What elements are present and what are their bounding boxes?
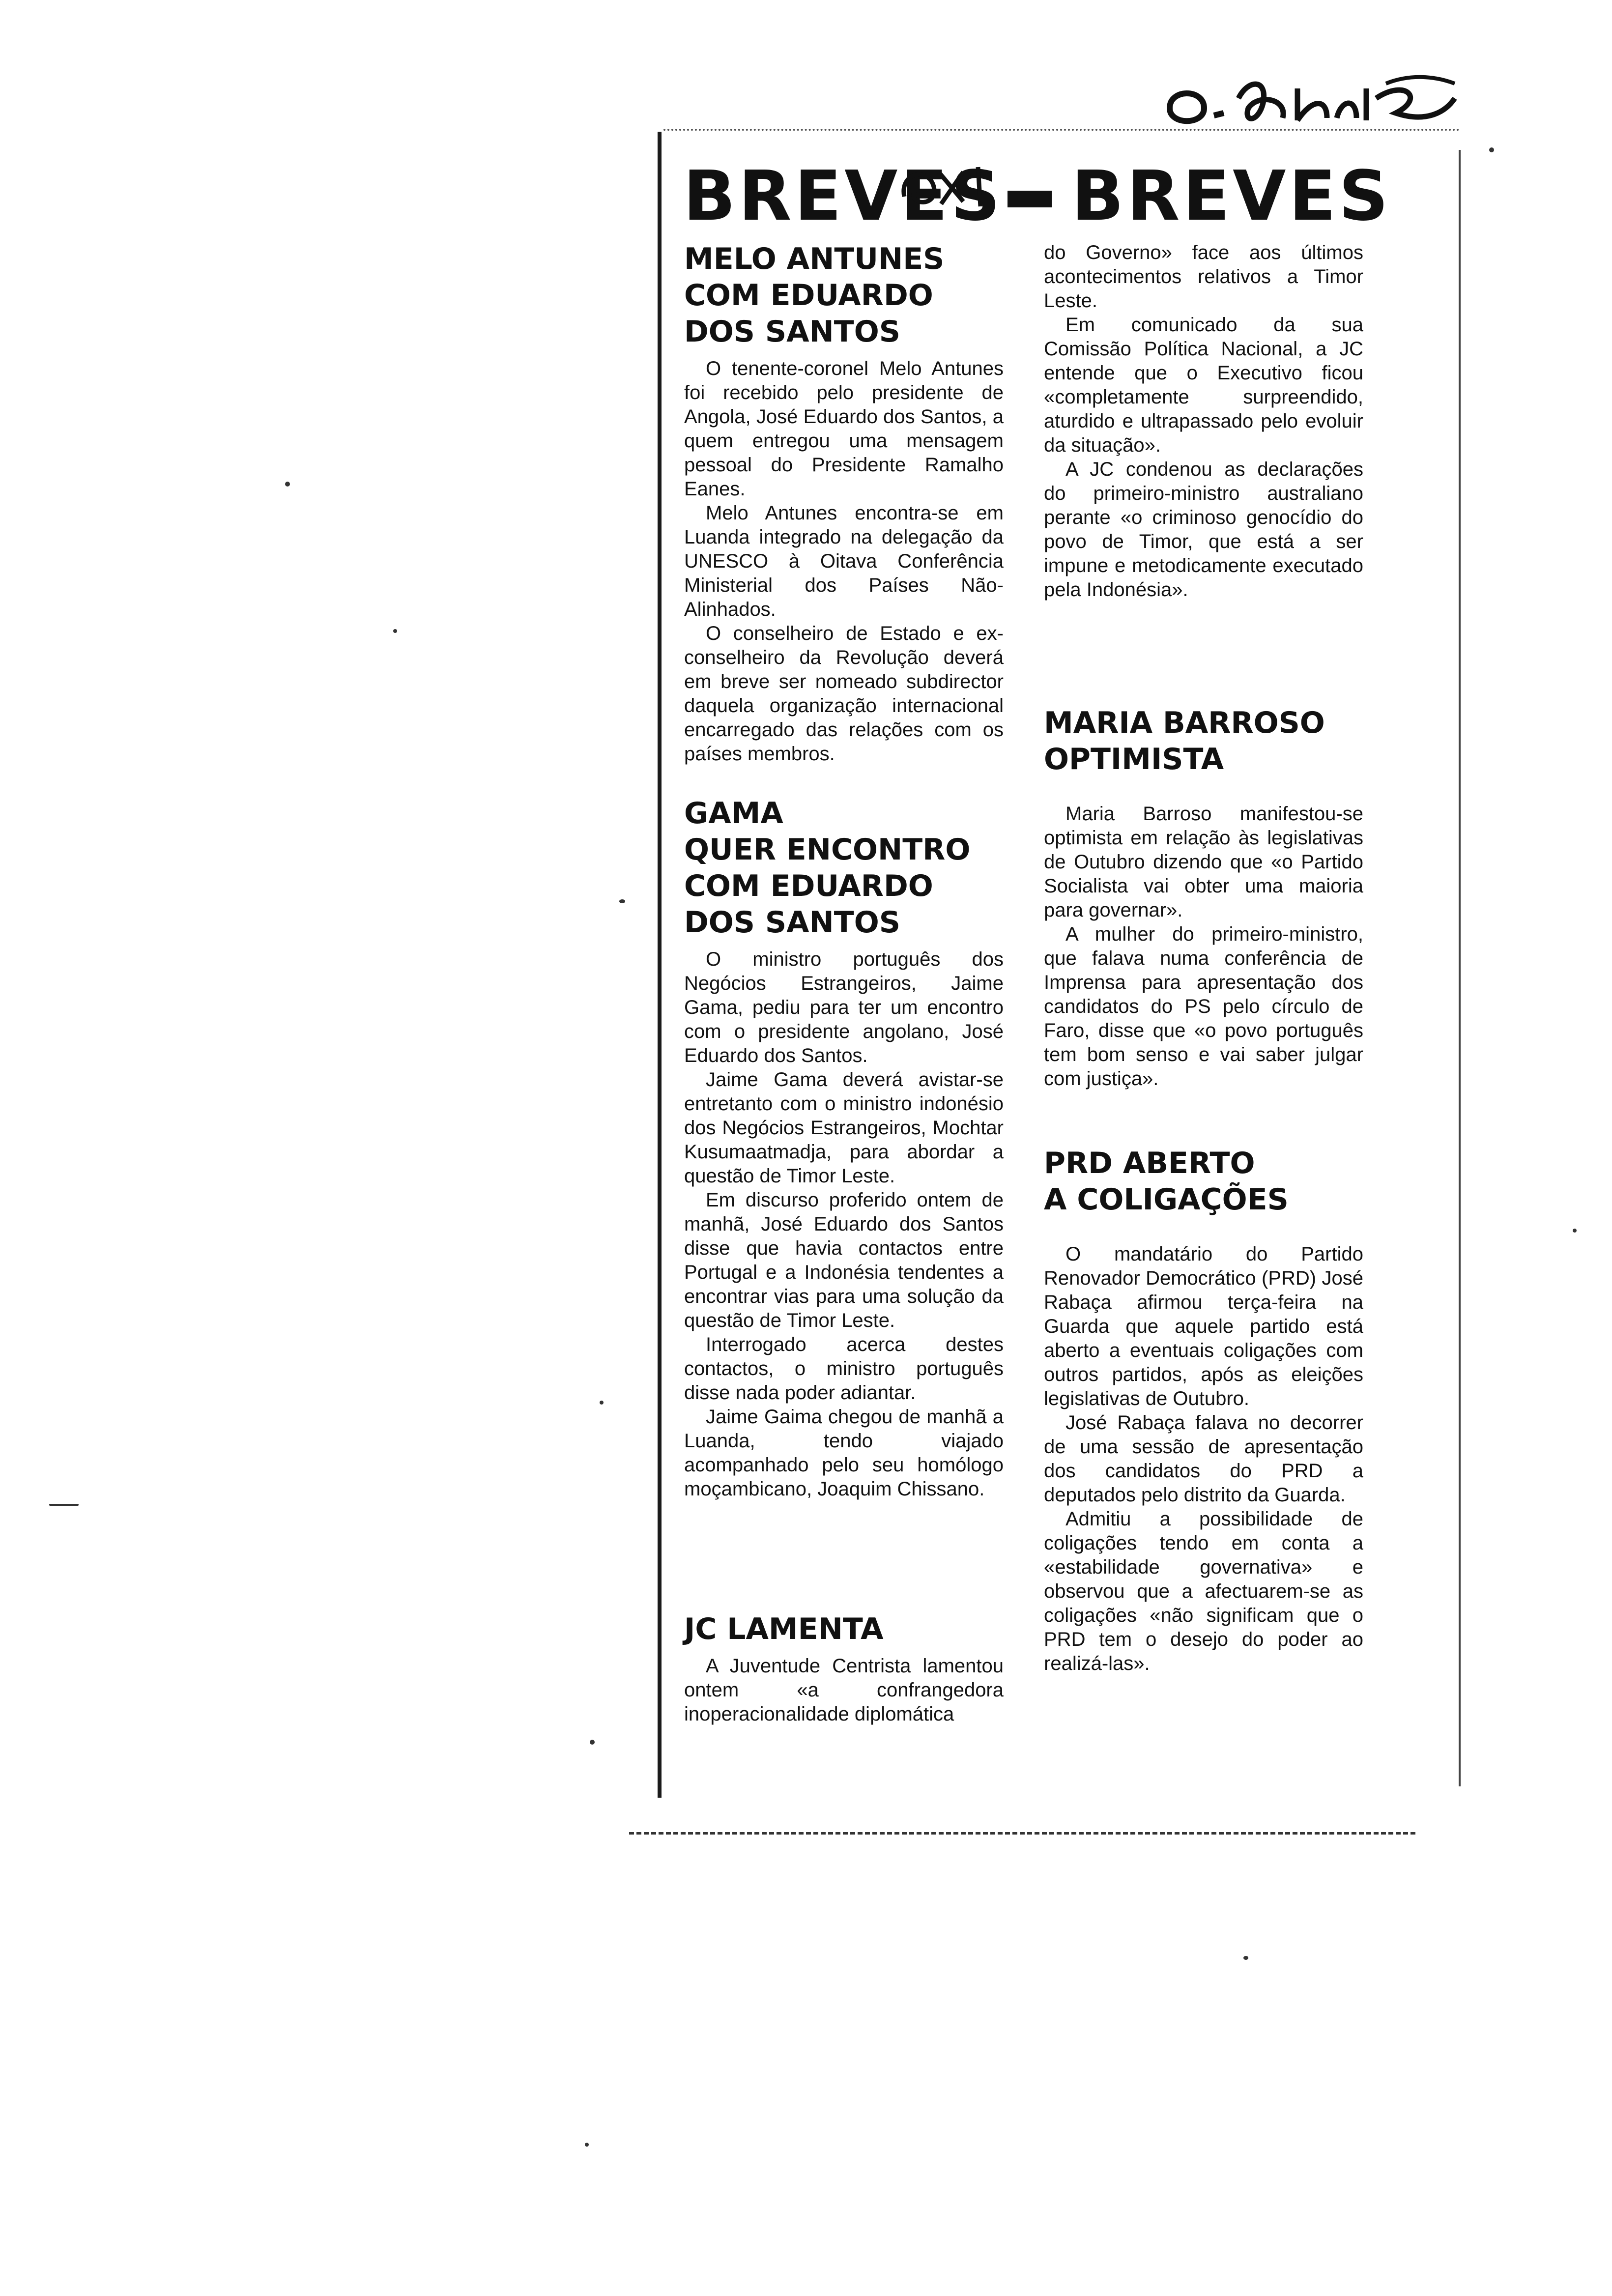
article-paragraph: O conselheiro de Estado e ex-conselheiro da Revolução deverá em breve ser nomeado subdirector daquela organização internacional encarregado das relações com os países membros. xyxy=(684,623,1004,765)
article-paragraph: O ministro português dos Negócios Estrangeiros, Jaime Gama, pediu para ter um encontro com o presidente angolano, José Eduardo dos Santos. xyxy=(684,948,1004,1066)
article-paragraph: Maria Barroso manifestou-se optimista em relação às legislativas de Outubro dizendo que «o Partido Socialista vai obter uma maioria para governar». xyxy=(1044,803,1363,921)
article-prd xyxy=(1044,1145,1363,1676)
handwritten-scribble-icon xyxy=(894,152,1003,216)
article-gama xyxy=(684,795,1004,1501)
scan-speck xyxy=(1243,1956,1248,1960)
article-paragraph: Em discurso proferido ontem de manhã, José Eduardo dos Santos disse que havia contactos entre Portugal e a Indonésia tendentes a encontrar vias para uma solução da questão de Timor Leste. xyxy=(684,1189,1004,1331)
article-paragraph: A Juventude Centrista lamentou ontem «a confrangedora inoperacionalidade diplomática xyxy=(684,1655,1004,1725)
article-melo-antunes xyxy=(684,241,1004,766)
article-paragraph: Jaime Gama deverá avistar-se entretanto com o ministro indonésio dos Negócios Estrangeiros, Mochtar Kusumaatmadja, para abordar a questão de Timor Leste. xyxy=(684,1069,1004,1187)
banner-right-word: BREVES xyxy=(1071,156,1391,236)
article-paragraph: José Rabaça falava no decorrer de uma sessão de apresentação dos candidatos do PRD a deputados pelo distrito da Guarda. xyxy=(1044,1412,1363,1506)
article-paragraph: Admitiu a possibilidade de coligações tendo em conta a «estabilidade governativa» e observou que a afectuarem-se as coligações «não significam que o PRD tem o desejo do poder ao realizá-las». xyxy=(1044,1508,1363,1674)
scan-speck xyxy=(49,1504,79,1506)
clipping-bottom-edge xyxy=(629,1832,1415,1837)
article-headline: GAMA QUER ENCONTRO COM EDUARDO DOS SANTOS xyxy=(684,796,971,940)
article-paragraph: O mandatário do Partido Renovador Democrático (PRD) José Rabaça afirmou terça-feira na Guarda que aquele partido está aberto a eventuais coligações com outros partidos, após as eleições legislativas de Outubro. xyxy=(1044,1243,1363,1409)
scan-speck xyxy=(1489,147,1494,152)
scan-speck xyxy=(1573,1229,1577,1233)
article-paragraph: A mulher do primeiro-ministro, que falava numa conferência de Imprensa para apresentação dos candidatos do PS pelo círculo de Faro, disse que «o povo português tem bom senso e vai saber julgar com justiça». xyxy=(1044,923,1363,1090)
article-paragraph: O tenente-coronel Melo Antunes foi recebido pelo presidente de Angola, José Eduardo dos Santos, a quem entregou uma mensagem pessoal do Presidente Ramalho Eanes. xyxy=(684,358,1004,500)
banner-dash xyxy=(1008,191,1052,207)
section-banner xyxy=(683,156,1391,236)
scan-speck xyxy=(619,899,625,903)
scan-speck xyxy=(585,2143,589,2147)
scan-speck xyxy=(590,1740,595,1745)
scan-speck xyxy=(285,482,290,487)
article-paragraph: do Governo» face aos últimos acontecimentos relativos a Timor Leste. xyxy=(1044,242,1363,312)
article-jc-lamenta-continued xyxy=(1044,241,1363,602)
clipping-left-rule xyxy=(658,132,662,1798)
handwritten-note xyxy=(1150,69,1465,138)
article-headline: JC LAMENTA xyxy=(684,1612,884,1646)
scan-speck xyxy=(600,1401,604,1405)
article-paragraph: Melo Antunes encontra-se em Luanda integrado na delegação da UNESCO à Oitava Conferência Ministerial dos Países Não-Alinhados. xyxy=(684,502,1004,620)
article-paragraph: Jaime Gaima chegou de manhã a Luanda, tendo viajado acompanhado pelo seu homólogo moçambicano, Joaquim Chissano. xyxy=(684,1406,1004,1500)
clipping-top-edge xyxy=(663,129,1460,133)
article-maria-barroso xyxy=(1044,705,1363,1091)
article-paragraph: A JC condenou as declarações do primeiro-ministro australiano perante «o criminoso genocídio do povo de Timor, que está a ser impune e metodicamente executado pela Indonésia». xyxy=(1044,459,1363,601)
scan-speck xyxy=(393,629,397,633)
article-paragraph: Interrogado acerca destes contactos, o ministro português disse nada poder adiantar. xyxy=(684,1334,1004,1404)
clipping-right-edge xyxy=(1459,150,1461,1786)
article-headline: PRD ABERTO A COLIGAÇÕES xyxy=(1044,1146,1289,1217)
article-paragraph: Em comunicado da sua Comissão Política Nacional, a JC entende que o Executivo ficou «completamente surpreendido, aturdido e ultrapassado pelo evoluir da situação». xyxy=(1044,314,1363,456)
article-jc-lamenta xyxy=(684,1611,1004,1726)
article-headline: MELO ANTUNES COM EDUARDO DOS SANTOS xyxy=(684,242,945,349)
article-headline: MARIA BARROSO OPTIMISTA xyxy=(1044,706,1325,776)
banner-left-word: BREVES xyxy=(683,156,1003,236)
